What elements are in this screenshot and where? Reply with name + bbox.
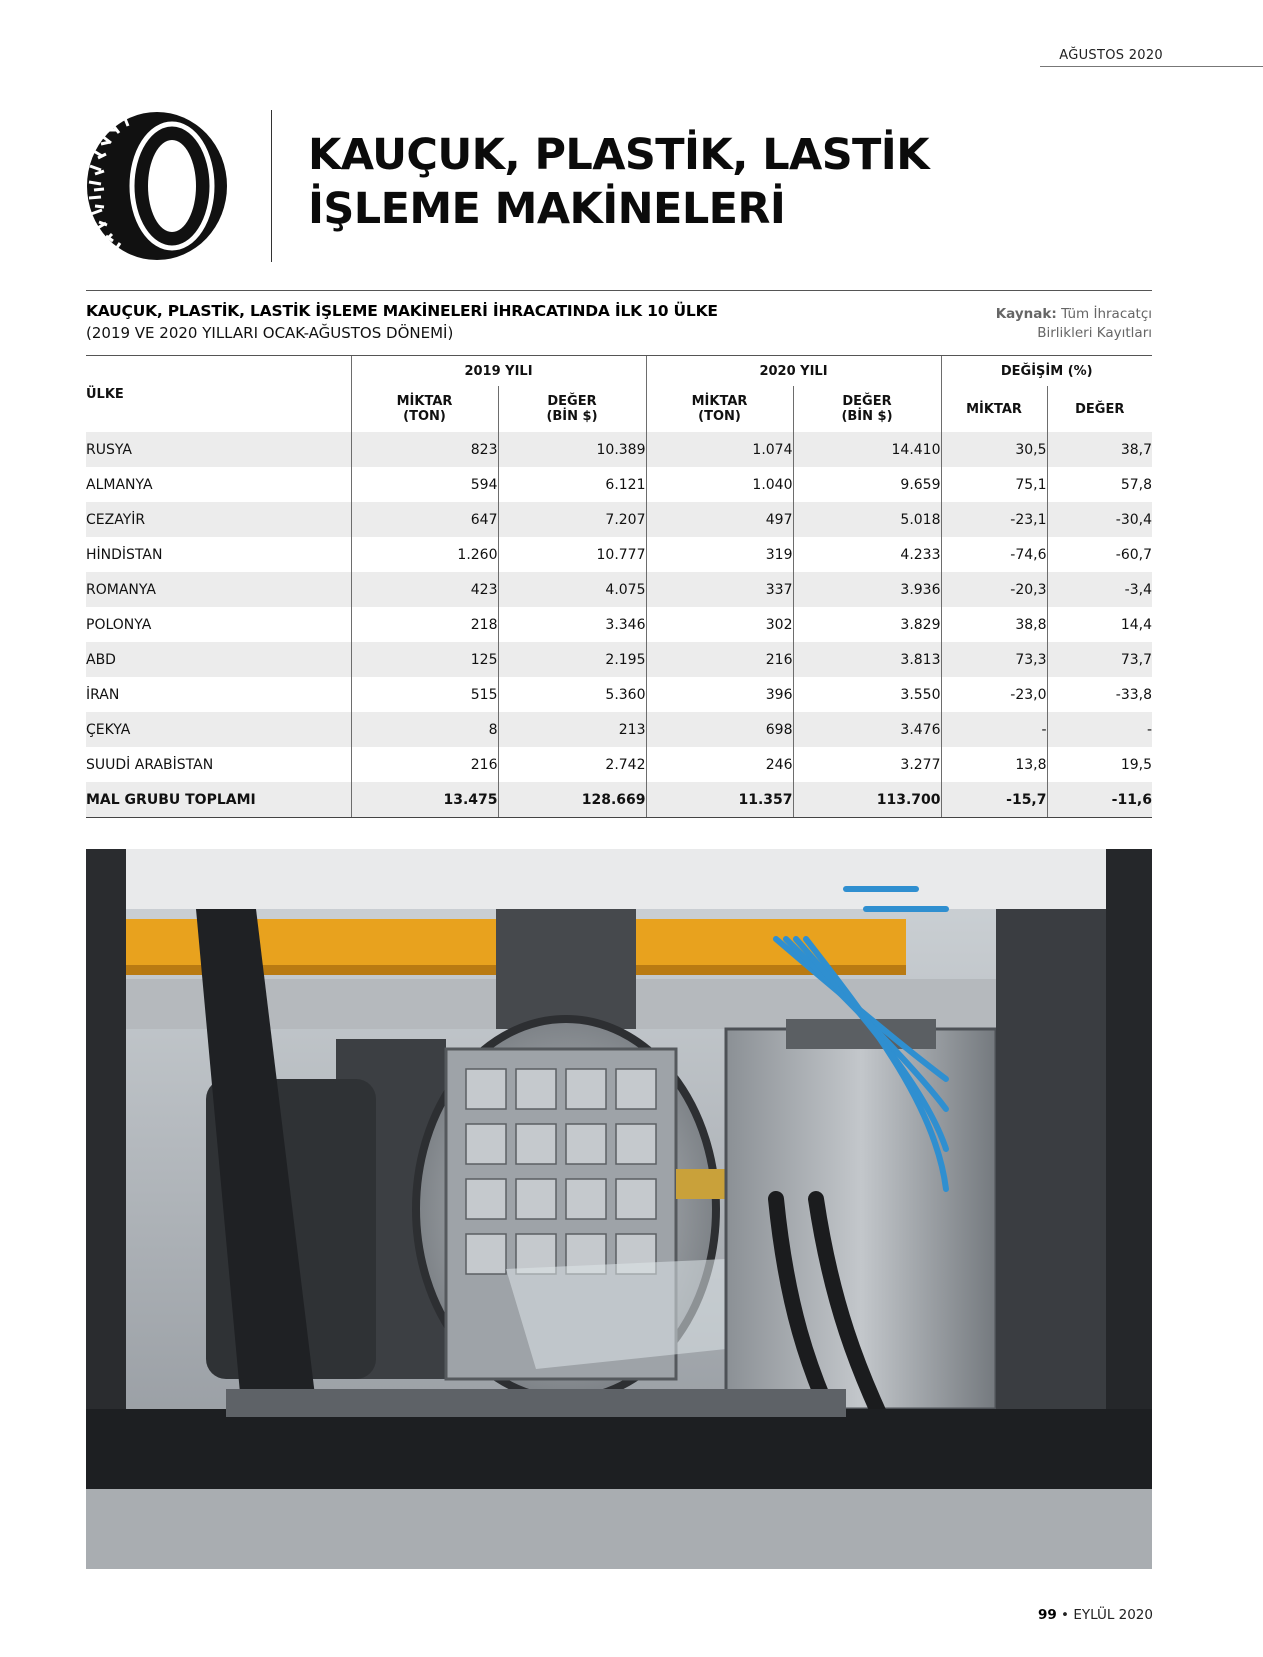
cell-deger-2019: 6.121 [498,467,646,502]
table-row [86,432,1152,467]
cell-deger-2020: 5.018 [793,502,941,537]
total-miktar-2020: 11.357 [646,782,793,818]
table-row [86,642,1152,677]
cell-miktar-2019: 125 [351,642,498,677]
cell-deger-2019: 7.207 [498,502,646,537]
section-title-line1: KAUÇUK, PLASTİK, LASTİK [308,130,929,180]
cell-deger-2020: 14.410 [793,432,941,467]
cell-change-miktar: 13,8 [941,747,1047,782]
cell-change-miktar: 38,8 [941,607,1047,642]
cell-miktar-2019: 8 [351,712,498,747]
cell-miktar-2019: 647 [351,502,498,537]
header-deger-2020: DEĞER (BİN $) [793,386,941,432]
cell-miktar-2019: 515 [351,677,498,712]
country-cell: SUUDİ ARABİSTAN [86,756,214,773]
table-row [86,572,1152,607]
cell-change-miktar: -74,6 [941,537,1047,572]
cell-deger-2019: 4.075 [498,572,646,607]
cell-change-deger: 38,7 [1047,432,1152,467]
cell-deger-2020: 3.277 [793,747,941,782]
country-cell: POLONYA [86,616,152,633]
country-cell: İRAN [86,686,120,703]
source-line1: Tüm İhracatçı [1061,306,1152,322]
cell-deger-2020: 3.829 [793,607,941,642]
header-change-deger: DEĞER [1047,386,1152,432]
cell-change-deger: -60,7 [1047,537,1152,572]
tire-icon [84,110,230,262]
cell-deger-2020: 4.233 [793,537,941,572]
cell-change-miktar: - [941,712,1047,747]
table-row [86,712,1152,747]
section-title-line2: İŞLEME MAKİNELERİ [308,184,786,234]
cell-deger-2019: 10.777 [498,537,646,572]
country-cell: HİNDİSTAN [86,546,163,563]
cell-miktar-2020: 396 [646,677,793,712]
cell-deger-2020: 3.550 [793,677,941,712]
cell-change-miktar: -20,3 [941,572,1047,607]
country-cell: CEZAYİR [86,502,351,537]
country-cell: ALMANYA [86,476,153,493]
running-head: AĞUSTOS 2020 [1059,48,1163,63]
cell-change-deger: 19,5 [1047,747,1152,782]
source-note [962,305,1152,343]
country-cell: ROMANYA [86,572,351,607]
cell-miktar-2020: 1.074 [646,432,793,467]
cell-miktar-2020: 698 [646,712,793,747]
total-label: MAL GRUBU TOPLAMI [86,782,351,818]
section-title [308,128,929,236]
cell-deger-2020: 3.476 [793,712,941,747]
source-label: Kaynak: [995,306,1057,322]
cell-deger-2019: 10.389 [498,432,646,467]
page-number: 99 [1037,1607,1057,1623]
cell-miktar-2020: 337 [646,572,793,607]
cell-change-deger: -30,4 [1047,502,1152,537]
total-deger-2019: 128.669 [498,782,646,818]
source-line2: Birlikleri Kayıtları [1037,325,1152,341]
cell-miktar-2019: 423 [351,572,498,607]
cell-change-miktar: -23,0 [941,677,1047,712]
table-row [86,677,1152,712]
header-change-miktar: MİKTAR [941,386,1047,432]
cell-deger-2019: 213 [498,712,646,747]
page-footer [1038,1607,1153,1623]
group-header-change: DEĞİŞİM (%) [941,356,1152,386]
total-deger-2020: 113.700 [793,782,941,818]
cell-change-miktar: -23,1 [941,502,1047,537]
group-header-2020: 2020 YILI [646,356,941,386]
cell-miktar-2020: 216 [646,642,793,677]
cell-change-miktar: 73,3 [941,642,1047,677]
cell-change-miktar: 30,5 [941,432,1047,467]
cell-deger-2019: 2.742 [498,747,646,782]
cell-miktar-2020: 246 [646,747,793,782]
table-subtitle: (2019 VE 2020 YILLARI OCAK-AĞUSTOS DÖNEMİ) [86,324,454,342]
cell-change-deger: 73,7 [1047,642,1152,677]
cell-deger-2020: 3.813 [793,642,941,677]
table-top-rule [86,290,1152,291]
cell-miktar-2020: 1.040 [646,467,793,502]
header-miktar-2020: MİKTAR (TON) [646,386,793,432]
header-miktar-2019: MİKTAR (TON) [351,386,498,432]
total-change-miktar: -15,7 [941,782,1047,818]
issue-date: EYLÜL 2020 [1073,1607,1153,1623]
table-row [86,502,1152,537]
country-cell: ÇEKYA [86,712,351,747]
cell-deger-2019: 3.346 [498,607,646,642]
table-title: KAUÇUK, PLASTİK, LASTİK İŞLEME MAKİNELERİ İHRACATINDA İLK 10 ÜLKE [86,302,718,320]
country-cell: ABD [86,642,351,677]
cell-change-deger: 57,8 [1047,467,1152,502]
cell-deger-2020: 3.936 [793,572,941,607]
running-head-rule [1040,66,1263,67]
title-divider [271,110,272,262]
cell-miktar-2019: 594 [351,467,498,502]
injection-moulding-machine-photo [86,849,1152,1569]
group-header-2019: 2019 YILI [351,356,646,386]
cell-miktar-2020: 302 [646,607,793,642]
cell-deger-2019: 2.195 [498,642,646,677]
country-column-header: ÜLKE [86,386,124,402]
cell-change-deger: - [1047,712,1152,747]
cell-miktar-2019: 1.260 [351,537,498,572]
total-miktar-2019: 13.475 [351,782,498,818]
cell-miktar-2019: 218 [351,607,498,642]
table-row [86,607,1152,642]
total-change-deger: -11,6 [1047,782,1152,818]
cell-miktar-2019: 216 [351,747,498,782]
cell-miktar-2020: 319 [646,537,793,572]
country-cell: RUSYA [86,432,351,467]
export-table [86,356,1152,818]
cell-miktar-2020: 497 [646,502,793,537]
cell-change-miktar: 75,1 [941,467,1047,502]
table-row [86,467,1152,502]
cell-change-deger: 14,4 [1047,607,1152,642]
table-row [86,747,1152,782]
cell-deger-2020: 9.659 [793,467,941,502]
footer-separator: • [1061,1607,1070,1623]
cell-change-deger: -33,8 [1047,677,1152,712]
table-row [86,537,1152,572]
total-row [86,782,1152,818]
cell-deger-2019: 5.360 [498,677,646,712]
cell-miktar-2019: 823 [351,432,498,467]
header-deger-2019: DEĞER (BİN $) [498,386,646,432]
cell-change-deger: -3,4 [1047,572,1152,607]
